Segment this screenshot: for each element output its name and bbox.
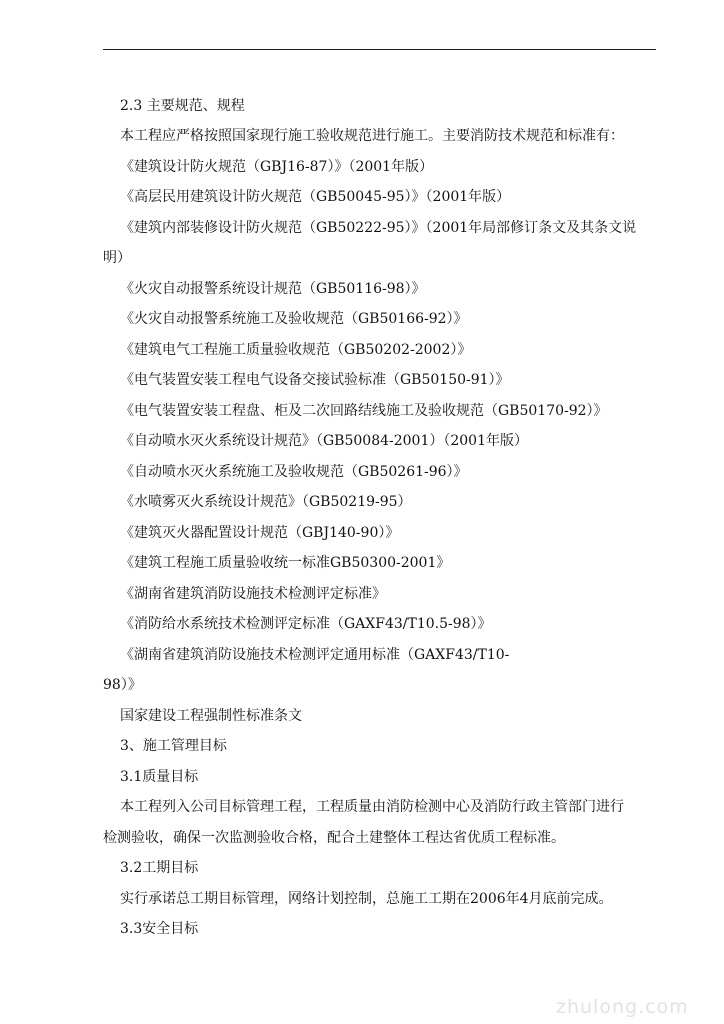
standard-item: 《建筑内部装修设计防火规范（GB50222-95）》（2001年局部修订条文及其条文说 <box>120 220 637 236</box>
standard-item: 《水喷雾灭火系统设计规范》（GB50219-95） <box>120 494 412 510</box>
standard-item: 《自动喷水灭火系统施工及验收规范（GB50261-96）》 <box>120 464 468 480</box>
section-heading-2-3: 2.3 主要规范、规程 <box>120 98 245 114</box>
standard-item: 《火灾自动报警系统设计规范（GB50116-98）》 <box>120 281 426 297</box>
paragraph-line: 本工程列入公司目标管理工程，工程质量由消防检测中心及消防行政主管部门进行 <box>120 799 624 815</box>
standard-item: 《自动喷水灭火系统设计规范》（GB50084-2001）（2001年版） <box>120 433 528 449</box>
paragraph-line: 国家建设工程强制性标准条文 <box>120 708 302 724</box>
section-heading-3-2: 3.2工期目标 <box>120 860 199 876</box>
standard-item-continuation: 98）》 <box>103 677 142 693</box>
paragraph-line: 本工程应严格按照国家现行施工验收规范进行施工。主要消防技术规范和标准有： <box>120 128 624 144</box>
standard-item-continuation: 明） <box>103 250 131 266</box>
section-heading-3-3: 3.3安全目标 <box>120 921 199 937</box>
header-rule <box>103 49 656 50</box>
section-heading-3-1: 3.1质量目标 <box>120 769 199 785</box>
standard-item: 《电气装置安装工程电气设备交接试验标准（GB50150-91）》 <box>120 372 510 388</box>
standard-item: 《建筑工程施工质量验收统一标准GB50300-2001》 <box>120 555 451 571</box>
standard-item: 《建筑设计防火规范（GBJ16-87）》（2001年版） <box>120 159 434 175</box>
standard-item: 《火灾自动报警系统施工及验收规范（GB50166-92）》 <box>120 311 468 327</box>
standard-item: 《湖南省建筑消防设施技术检测评定通用标准（GAXF43/T10- <box>120 647 510 663</box>
standard-item: 《消防给水系统技术检测评定标准（GAXF43/T10.5-98）》 <box>120 616 492 632</box>
standard-item: 《建筑电气工程施工质量验收规范（GB50202-2002）》 <box>120 342 472 358</box>
section-heading-3: 3、施工管理目标 <box>120 738 227 754</box>
standard-item: 《建筑灭火器配置设计规范（GBJ140-90）》 <box>120 525 400 541</box>
paragraph-line: 实行承诺总工期目标管理，网络计划控制，总施工工期在2006年4月底前完成。 <box>120 891 613 907</box>
paragraph-line: 检测验收，确保一次监测验收合格，配合土建整体工程达省优质工程标准。 <box>103 830 565 846</box>
standard-item: 《高层民用建筑设计防火规范（GB50045-95）》（2001年版） <box>120 189 511 205</box>
watermark-logo: zhulong.com <box>556 996 689 1018</box>
standard-item: 《电气装置安装工程盘、柜及二次回路结线施工及验收规范（GB50170-92）》 <box>120 403 608 419</box>
standard-item: 《湖南省建筑消防设施技术检测评定标准》 <box>120 586 386 602</box>
